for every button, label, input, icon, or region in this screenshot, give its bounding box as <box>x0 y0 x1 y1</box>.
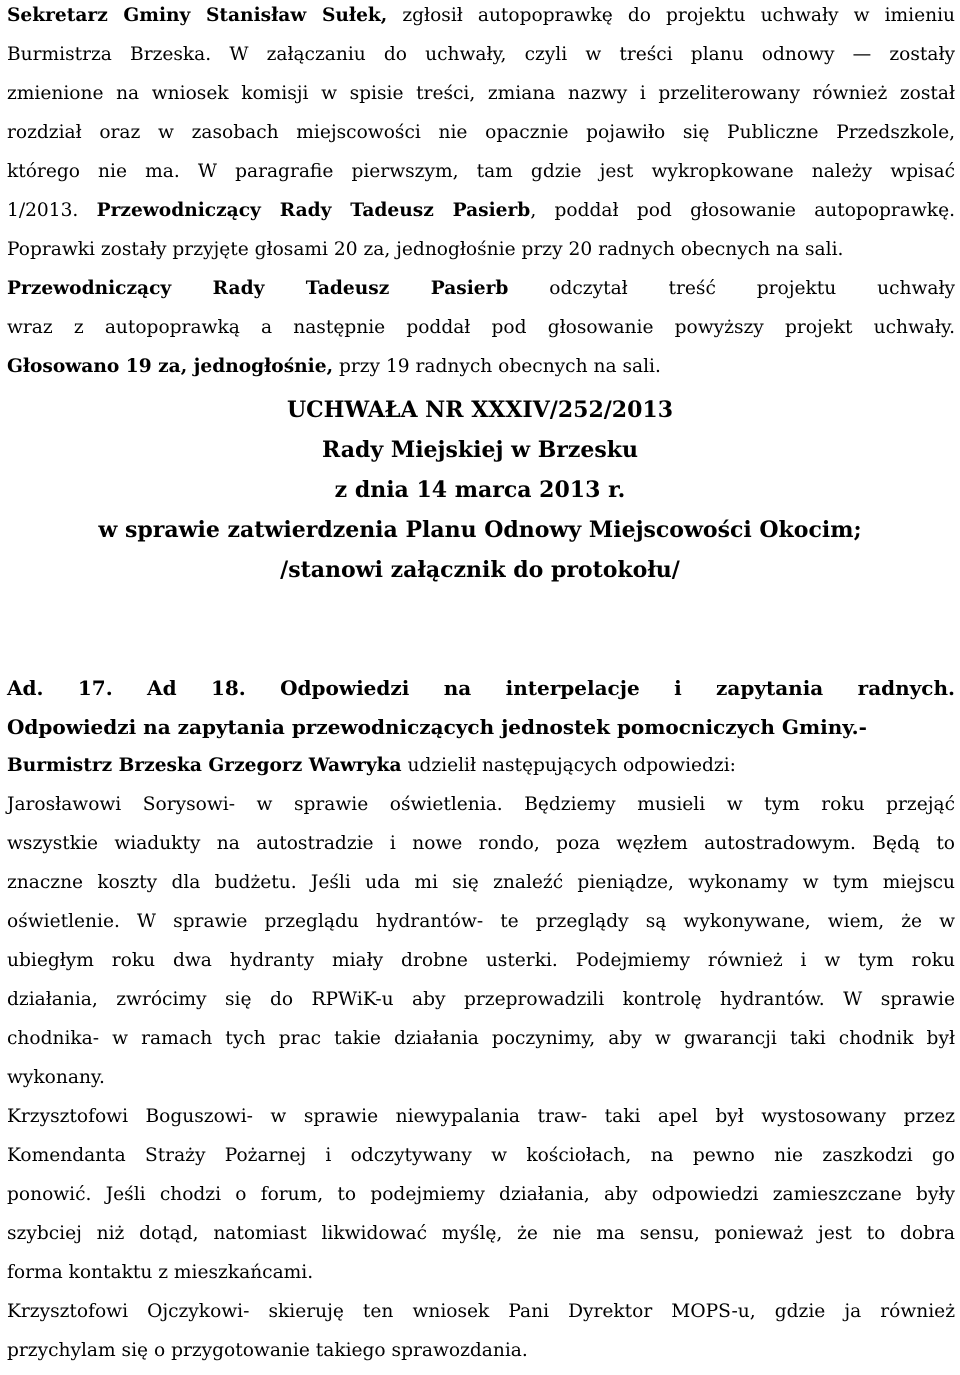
p1-line-6-start: 1/2013. <box>7 200 97 221</box>
mayor-intro <box>7 753 955 779</box>
mayor-name: Burmistrz Brzeska Grzegorz Wawryka <box>7 755 402 776</box>
answer-line: działania, zwrócimy się do RPWiK-u aby przeprowadzili kontrolę hydrantów. W sprawie <box>7 989 955 1010</box>
p1-line-1 <box>7 3 955 29</box>
agenda-heading: Ad. 17. Ad 18. Odpowiedzi na interpelacje i zapytania radnych. <box>7 676 955 700</box>
p1-line-1-text: zgłosił autopoprawkę do projektu uchwały w imieniu <box>387 5 955 26</box>
answer-line: wszystkie wiadukty na autostradzie i nowe rondo, poza węzłem autostradowym. Będą to <box>7 833 955 854</box>
resolution-subject: w sprawie zatwierdzenia Planu Odnowy Miejscowości Okocim; <box>98 517 862 543</box>
answer-line: przychylam się o przygotowanie takiego sprawozdania. <box>7 1340 528 1361</box>
p2-line-3-text: przy 19 radnych obecnych na sali. <box>333 356 661 377</box>
p1-line-5: którego nie ma. W paragrafie pierwszym, tam gdzie jest wykropkowane należy wpisać <box>7 161 955 182</box>
p1-line-6 <box>7 198 955 224</box>
answer-line: oświetlenie. W sprawie przeglądu hydrantów- te przeglądy są wykonywane, wiem, że w <box>7 911 955 932</box>
answer-line: Krzysztofowi Boguszowi- w sprawie niewypalania traw- taki apel był wystosowany przez <box>7 1106 955 1127</box>
answer-line: forma kontaktu z mieszkańcami. <box>7 1262 314 1283</box>
resolution-note: /stanowi załącznik do protokołu/ <box>280 557 680 583</box>
p1-line-4: rozdział oraz w zasobach miejscowości nie opacznie pojawiło się Publiczne Przedszkole, <box>7 122 955 143</box>
mayor-intro-text: udzielił następujących odpowiedzi: <box>401 755 736 776</box>
answer-line: ubiegłym roku dwa hydranty miały drobne usterki. Podejmiemy również i w tym roku <box>7 950 955 971</box>
answer-line: Komendanta Straży Pożarnej i odczytywany w kościołach, na pewno nie zaszkodzi go <box>7 1145 955 1166</box>
resolution-title: UCHWAŁA NR XXXIV/252/2013 <box>286 397 674 423</box>
answer-line: chodnika- w ramach tych prac takie działania poczynimy, aby w gwarancji taki chodnik był <box>7 1028 955 1049</box>
p1-line-7: Poprawki zostały przyjęte głosami 20 za, jednogłośnie przy 20 radnych obecnych na sali. <box>7 239 844 260</box>
resolution-date: z dnia 14 marca 2013 r. <box>334 477 626 503</box>
secretary-name: Sekretarz Gminy Stanisław Sułek, <box>7 5 388 26</box>
answer-line: Krzysztofowi Ojczykowi- skieruję ten wniosek Pani Dyrektor MOPS-u, gdzie ja również <box>7 1301 955 1322</box>
answer-line: ponowić. Jeśli chodzi o forum, to podejmiemy działania, aby odpowiedzi zamieszczane były <box>7 1184 955 1205</box>
p1-line-3: zmienione na wniosek komisji w spisie treści, zmiana nazwy i przeliterowany również został <box>7 83 955 104</box>
p2-line-3 <box>7 354 955 380</box>
chairman-name: Przewodniczący Rady Tadeusz Pasierb <box>96 200 531 221</box>
vote-result: Głosowano 19 za, jednogłośnie, <box>7 356 334 377</box>
agenda-subheading: Odpowiedzi na zapytania przewodniczących jednostek pomocniczych Gminy.- <box>7 715 867 739</box>
answer-line: wykonany. <box>7 1067 105 1088</box>
p2-line-1-text: odczytał treść projektu uchwały <box>508 278 955 299</box>
p2-line-2: wraz z autopoprawką a następnie poddał pod głosowanie powyższy projekt uchwały. <box>7 317 955 338</box>
p1-line-6-end: , poddał pod głosowanie autopoprawkę. <box>530 200 955 221</box>
resolution-council: Rady Miejskiej w Brzesku <box>321 437 639 463</box>
answer-line: znaczne koszty dla budżetu. Jeśli uda mi się znaleźć pieniądze, wykonamy w tym miejscu <box>7 872 955 893</box>
p1-line-2: Burmistrza Brzeska. W załączaniu do uchwały, czyli w treści planu odnowy — zostały <box>7 44 955 65</box>
p2-line-1 <box>7 276 955 302</box>
answer-line: Jarosławowi Sorysowi- w sprawie oświetlenia. Będziemy musieli w tym roku przejąć <box>7 794 955 815</box>
answer-line: szybciej niż dotąd, natomiast likwidować myślę, że nie ma sensu, ponieważ jest to dobra <box>7 1223 955 1244</box>
chairman-name-2: Przewodniczący Rady Tadeusz Pasierb <box>7 278 509 299</box>
